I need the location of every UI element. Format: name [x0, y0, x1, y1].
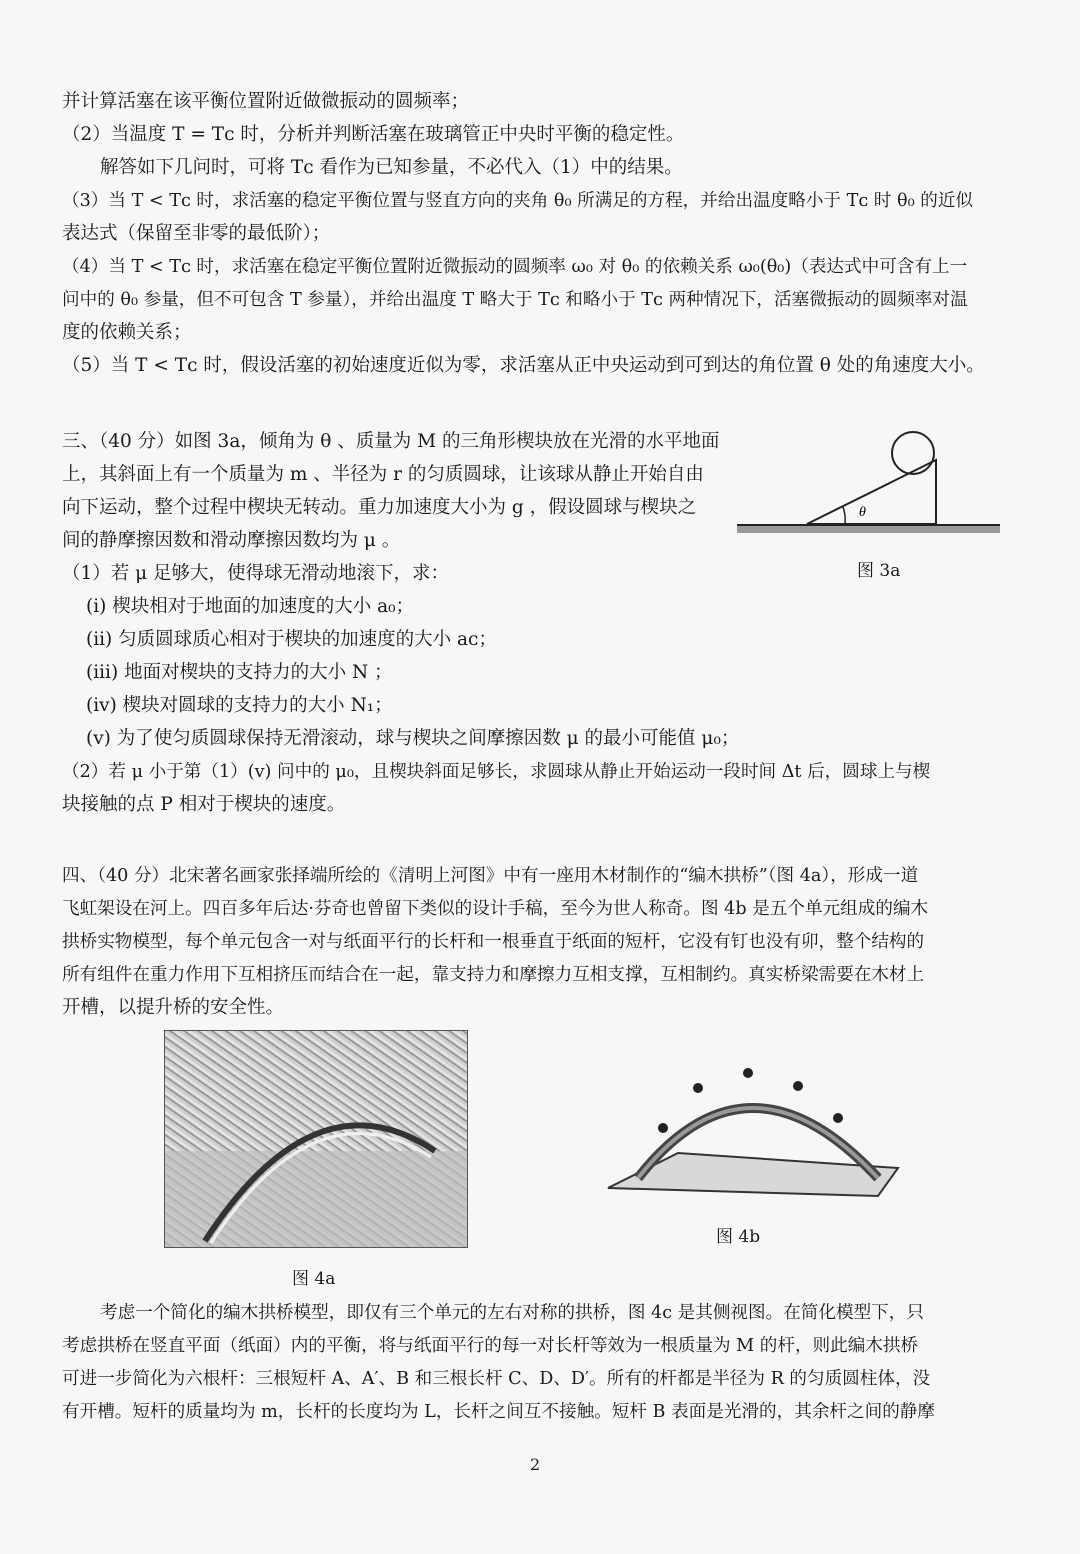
figure-3a [735, 420, 1005, 550]
problem3-item: (v) 为了使匀质圆球保持无滑滚动，球与楔块之间摩擦因数 μ 的最小可能值 μ₀； [86, 728, 740, 749]
text-line: （3）当 T < Tᴄ 时，求活塞的稳定平衡位置与竖直方向的夹角 θ₀ 所满足的方程，并给出温度略小于 Tᴄ 时 θ₀ 的近似 [62, 191, 974, 211]
page-number: 2 [530, 1455, 541, 1474]
figure-3a-caption: 图 3a [857, 561, 901, 581]
problem3-item: (ii) 匀质圆球质心相对于楔块的加速度的大小 aᴄ； [86, 629, 497, 650]
figure-4a-caption: 图 4a [292, 1269, 336, 1289]
problem4-line: 可进一步简化为六根杆：三根短杆 A、A′、B 和三根长杆 C、D、D′。所有的杆都是半径为 R 的匀质圆柱体，没 [62, 1369, 931, 1389]
text-line: 解答如下几问时，可将 Tᴄ 看作为已知参量，不必代入（1）中的结果。 [100, 157, 683, 178]
problem4-line: 四、（40 分）北宋著名画家张择端所绘的《清明上河图》中有一座用木材制作的“编木拱桥”（图 4a），形成一道 [62, 866, 919, 886]
problem3-item: (i) 楔块相对于地面的加速度的大小 a₀； [86, 596, 415, 617]
problem4-line: 有开槽。短杆的质量均为 m，长杆的长度均为 L，长杆之间互不接触。短杆 B 表面是光滑的，其余杆之间的静摩 [62, 1402, 935, 1422]
figure-4b-caption: 图 4b [716, 1227, 761, 1247]
text-line: （4）当 T < Tᴄ 时，求活塞在稳定平衡位置附近微振动的圆频率 ω₀ 对 θ₀ 的依赖关系 ω₀(θ₀)（表达式中可含有上一 [62, 257, 968, 277]
text-line: 并计算活塞在该平衡位置附近做微振动的圆频率； [62, 91, 470, 112]
problem4-line: 所有组件在重力作用下互相挤压而结合在一起，靠支持力和摩擦力互相支撑，互相制约。真实桥梁需要在木材上 [62, 965, 925, 985]
problem3-line: 间的静摩擦因数和滑动摩擦因数均为 μ 。 [62, 530, 401, 551]
theta-label: θ [859, 505, 866, 520]
text-line: 问中的 θ₀ 参量，但不可包含 T 参量），并给出温度 T 略大于 Tᴄ 和略小于 Tᴄ 两种情况下，活塞微振动的圆频率对温 [62, 290, 968, 310]
problem3-item: (iii) 地面对楔块的支持力的大小 N ； [86, 662, 393, 683]
text-line: 表达式（保留至非零的最低阶）； [62, 223, 331, 244]
problem3-line: 块接触的点 P 相对于楔块的速度。 [62, 794, 346, 815]
problem4-line: 考虑一个简化的编木拱桥模型，即仅有三个单元的左右对称的拱桥，图 4c 是其侧视图。在简化模型下，只 [100, 1303, 924, 1323]
problem3-line: 三、（40 分）如图 3a，倾角为 θ 、质量为 M 的三角形楔块放在光滑的水平地面 [62, 431, 720, 452]
text-line: （5）当 T < Tᴄ 时，假设活塞的初始速度近似为零，求活塞从正中央运动到可到达的角位置 θ 处的角速度大小。 [62, 355, 985, 376]
problem4-line: 开槽，以提升桥的安全性。 [62, 997, 285, 1018]
problem3-item: (iv) 楔块对圆球的支持力的大小 N₁； [86, 695, 393, 716]
problem3-line: （1）若 μ 足够大，使得球无滑动地滚下，求： [62, 563, 450, 584]
problem3-line: 向下运动，整个过程中楔块无转动。重力加速度大小为 g ，假设圆球与楔块之 [62, 497, 697, 518]
problem4-line: 考虑拱桥在竖直平面（纸面）内的平衡，将与纸面平行的每一对长杆等效为一根质量为 M 的杆，则此编木拱桥 [62, 1336, 919, 1356]
text-line: （2）当温度 T = Tᴄ 时，分析并判断活塞在玻璃管正中央时平衡的稳定性。 [62, 124, 685, 145]
problem4-line: 飞虹架设在河上。四百多年后达·芬奇也曾留下类似的设计手稿，至今为世人称奇。图 4b 是五个单元组成的编木 [62, 899, 929, 919]
figure-4b-image [578, 1048, 918, 1198]
problem3-line: 上，其斜面上有一个质量为 m 、半径为 r 的匀质圆球，让该球从静止开始自由 [62, 464, 704, 485]
problem4-line: 拱桥实物模型，每个单元包含一对与纸面平行的长杆和一根垂直于纸面的短杆，它没有钉也没有卯，整个结构的 [62, 932, 925, 952]
figure-4a-image [164, 1030, 468, 1248]
text-line: 度的依赖关系； [62, 322, 192, 343]
problem3-line: （2）若 μ 小于第（1）(v) 问中的 μ₀，且楔块斜面足够长，求圆球从静止开始运动一段时间 Δt 后，圆球上与楔 [62, 762, 931, 782]
